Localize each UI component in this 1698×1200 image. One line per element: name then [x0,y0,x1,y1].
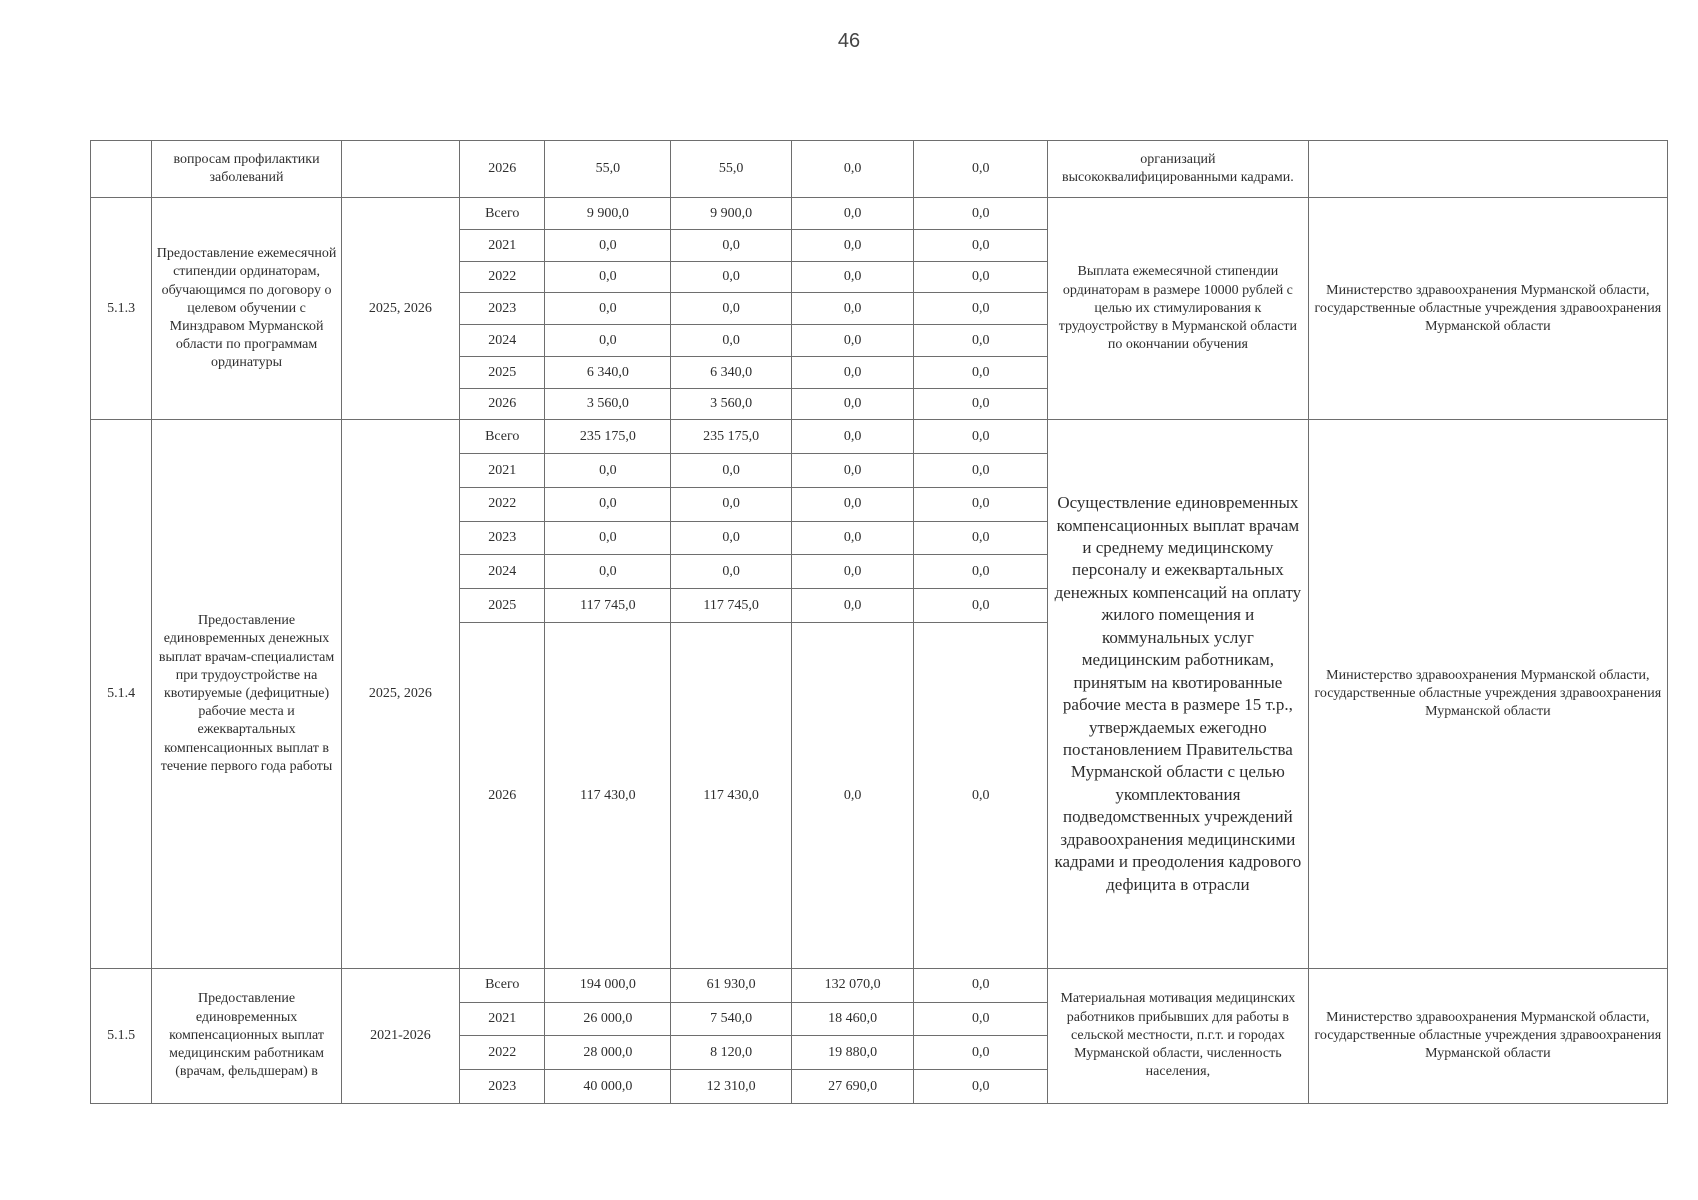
total-cell: 28 000,0 [545,1036,671,1070]
year-cell: 2023 [460,1070,545,1104]
table-row [91,198,1668,230]
year-cell: 2023 [460,293,545,325]
table-row [91,420,1668,454]
total-cell: 117 745,0 [545,589,671,623]
federal-cell: 0,0 [791,141,914,198]
year-cell: Всего [460,420,545,454]
expected-result: Выплата ежемесячной стипендии ординаторам в размере 10000 рублей с целью их стимулирования к трудоустройству в Мурманской области по окончании обучения [1048,198,1309,420]
total-cell: 0,0 [545,293,671,325]
year-cell: 2022 [460,261,545,293]
year-cell: 2021 [460,454,545,488]
year-cell: 2026 [460,388,545,420]
regional-cell: 3 560,0 [671,388,791,420]
regional-cell: 0,0 [671,487,791,521]
regional-cell: 7 540,0 [671,1002,791,1036]
year-cell: 2026 [460,622,545,968]
other-cell: 0,0 [914,487,1048,521]
expected-result: организаций высококвалифицированными кадрами. [1048,141,1309,198]
executor [1308,141,1667,198]
federal-cell: 0,0 [791,230,914,262]
total-cell: 0,0 [545,487,671,521]
total-cell: 0,0 [545,325,671,357]
year-cell: 2021 [460,230,545,262]
other-cell: 0,0 [914,1070,1048,1104]
year-cell: 2022 [460,1036,545,1070]
other-cell: 0,0 [914,555,1048,589]
other-cell: 0,0 [914,622,1048,968]
measure-id [91,141,152,198]
regional-cell: 6 340,0 [671,356,791,388]
other-cell: 0,0 [914,968,1048,1002]
regional-cell: 0,0 [671,325,791,357]
other-cell: 0,0 [914,293,1048,325]
measure-period: 2025, 2026 [341,420,459,968]
measure-name: Предоставление единовременных денежных выплат врачам-специалистам при трудоустройстве на квотируемые (дефицитные) рабочие места и ежеквартальных компенсационных выплат в течение первого года работы [152,420,341,968]
regional-cell: 235 175,0 [671,420,791,454]
measure-id: 5.1.4 [91,420,152,968]
total-cell: 3 560,0 [545,388,671,420]
regional-cell: 0,0 [671,230,791,262]
total-cell: 0,0 [545,261,671,293]
table-row [91,141,1668,198]
measure-name: Предоставление ежемесячной стипендии ординаторам, обучающимся по договору о целевом обучении с Минздравом Мурманской области по программам ординатуры [152,198,341,420]
year-cell: Всего [460,968,545,1002]
federal-cell: 0,0 [791,325,914,357]
other-cell: 0,0 [914,420,1048,454]
regional-cell: 0,0 [671,555,791,589]
total-cell: 40 000,0 [545,1070,671,1104]
regional-cell: 0,0 [671,261,791,293]
federal-cell: 19 880,0 [791,1036,914,1070]
expected-result: Осуществление единовременных компенсационных выплат врачам и среднему медицинскому персоналу и ежеквартальных денежных компенсаций на оплату жилого помещения и коммунальных услуг медицинским работникам, принятым на квотированные рабочие места в размере 15 т.р., утверждаемых ежегодно постановлением Правительства Мурманской области с целью укомплектования подведомственных учреждений здравоохранения медицинскими кадрами и преодоления кадрового дефицита в отрасли [1048,420,1309,968]
other-cell: 0,0 [914,1036,1048,1070]
year-cell: 2025 [460,589,545,623]
other-cell: 0,0 [914,589,1048,623]
page-number: 46 [837,30,861,52]
total-cell: 9 900,0 [545,198,671,230]
total-cell: 117 430,0 [545,622,671,968]
year-cell: 2026 [460,141,545,198]
total-cell: 0,0 [545,454,671,488]
other-cell: 0,0 [914,141,1048,198]
total-cell: 0,0 [545,230,671,262]
regional-cell: 55,0 [671,141,791,198]
federal-cell: 0,0 [791,555,914,589]
other-cell: 0,0 [914,261,1048,293]
measure-period: 2025, 2026 [341,198,459,420]
total-cell: 194 000,0 [545,968,671,1002]
total-cell: 0,0 [545,521,671,555]
federal-cell: 0,0 [791,293,914,325]
total-cell: 26 000,0 [545,1002,671,1036]
other-cell: 0,0 [914,325,1048,357]
regional-cell: 117 430,0 [671,622,791,968]
executor: Министерство здравоохранения Мурманской области, государственные областные учреждения здравоохранения Мурманской области [1308,420,1667,968]
regional-cell: 9 900,0 [671,198,791,230]
year-cell: 2021 [460,1002,545,1036]
other-cell: 0,0 [914,1002,1048,1036]
total-cell: 6 340,0 [545,356,671,388]
regional-cell: 12 310,0 [671,1070,791,1104]
measure-name: вопросам профилактики заболеваний [152,141,341,198]
table-row [91,968,1668,1002]
executor: Министерство здравоохранения Мурманской области, государственные областные учреждения здравоохранения Мурманской области [1308,968,1667,1103]
federal-cell: 0,0 [791,198,914,230]
regional-cell: 117 745,0 [671,589,791,623]
other-cell: 0,0 [914,198,1048,230]
other-cell: 0,0 [914,454,1048,488]
year-cell: 2024 [460,325,545,357]
year-cell: 2024 [460,555,545,589]
measure-name: Предоставление единовременных компенсационных выплат медицинским работникам (врачам, фельдшерам) в [152,968,341,1103]
federal-cell: 0,0 [791,261,914,293]
budget-table [90,140,1668,1104]
federal-cell: 0,0 [791,487,914,521]
other-cell: 0,0 [914,356,1048,388]
federal-cell: 0,0 [791,454,914,488]
regional-cell: 0,0 [671,454,791,488]
year-cell: 2023 [460,521,545,555]
federal-cell: 0,0 [791,356,914,388]
executor: Министерство здравоохранения Мурманской области, государственные областные учреждения здравоохранения Мурманской области [1308,198,1667,420]
regional-cell: 0,0 [671,521,791,555]
measure-period [341,141,459,198]
measure-id: 5.1.5 [91,968,152,1103]
federal-cell: 0,0 [791,420,914,454]
total-cell: 235 175,0 [545,420,671,454]
federal-cell: 0,0 [791,388,914,420]
federal-cell: 0,0 [791,589,914,623]
regional-cell: 8 120,0 [671,1036,791,1070]
federal-cell: 0,0 [791,622,914,968]
expected-result: Материальная мотивация медицинских работников прибывших для работы в сельской местности, п.г.т. и городах Мурманской области, численность населения, [1048,968,1309,1103]
other-cell: 0,0 [914,388,1048,420]
federal-cell: 18 460,0 [791,1002,914,1036]
measure-id: 5.1.3 [91,198,152,420]
other-cell: 0,0 [914,521,1048,555]
federal-cell: 27 690,0 [791,1070,914,1104]
federal-cell: 0,0 [791,521,914,555]
federal-cell: 132 070,0 [791,968,914,1002]
year-cell: 2025 [460,356,545,388]
regional-cell: 0,0 [671,293,791,325]
total-cell: 0,0 [545,555,671,589]
regional-cell: 61 930,0 [671,968,791,1002]
year-cell: 2022 [460,487,545,521]
year-cell: Всего [460,198,545,230]
measure-period: 2021-2026 [341,968,459,1103]
other-cell: 0,0 [914,230,1048,262]
total-cell: 55,0 [545,141,671,198]
